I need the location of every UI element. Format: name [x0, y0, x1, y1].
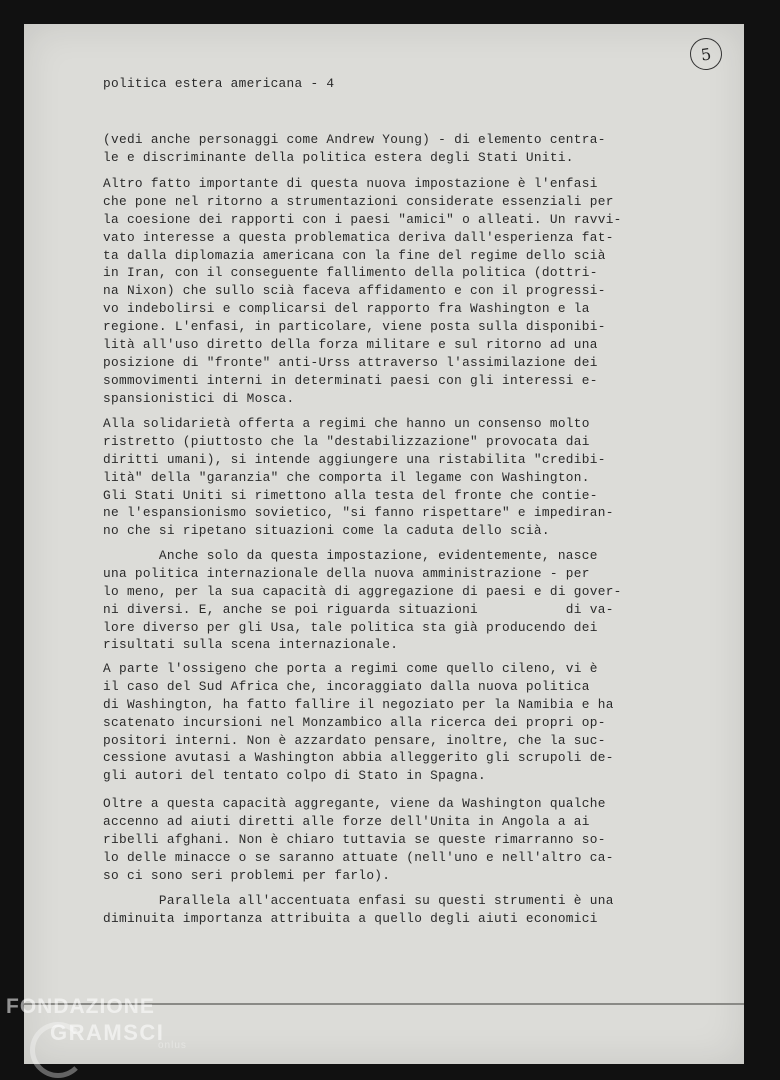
- text-line: in Iran, con il conseguente fallimento della politica (dottri-: [103, 265, 598, 281]
- text-line: Anche solo da questa impostazione, evidentemente, nasce: [103, 548, 598, 563]
- text-line: vo indebolirsi e complicarsi del rapporto fra Washington e la: [103, 301, 590, 317]
- paragraph-2: [103, 175, 622, 408]
- text-line: la coesione dei rapporti con i paesi "amici" o alleati. Un ravvi-: [103, 211, 622, 227]
- watermark-logo-icon: [30, 1022, 86, 1078]
- text-line: di Washington, ha fatto fallire il negoziato per la Namibia e ha: [103, 696, 614, 712]
- text-line: ta dalla diplomazia americana con la fine del regime dello scià: [103, 247, 606, 263]
- text-line: scatenato incursioni nel Monzambico alla ricerca dei propri op-: [103, 714, 606, 730]
- text-line: lo delle minacce o se saranno attuate (nell'uno e nell'altro ca-: [103, 849, 614, 865]
- text-line: Alla solidarietà offerta a regimi che hanno un consenso molto: [103, 416, 590, 431]
- text-line: posizione di "fronte" anti-Urss attraverso l'assimilazione dei: [103, 354, 598, 370]
- circled-page-number: 5: [688, 36, 724, 72]
- text-line: spansionistici di Mosca.: [103, 390, 295, 406]
- text-line: gli autori del tentato colpo di Stato in Spagna.: [103, 768, 487, 784]
- text-line: una politica internazionale della nuova amministrazione - per: [103, 565, 590, 581]
- text-line: ni diversi. E, anche se poi riguarda situazioni di va-: [103, 601, 614, 617]
- watermark-line-2-text: GRAMSCI: [50, 1020, 165, 1045]
- text-line: Parallela all'accentuata enfasi su questi strumenti è una: [103, 893, 614, 908]
- page-header: politica estera americana - 4: [103, 76, 335, 91]
- text-line: lo meno, per la sua capacità di aggregazione di paesi e di gover-: [103, 583, 622, 599]
- text-line: sommovimenti interni in determinati paesi con gli interessi e-: [103, 372, 598, 388]
- text-line: (vedi anche personaggi come Andrew Young) - di elemento centra-: [103, 132, 606, 147]
- paragraph-4: [103, 547, 622, 654]
- text-line: Altro fatto importante di questa nuova impostazione è l'enfasi: [103, 176, 598, 191]
- text-line: ristretto (piuttosto che la "destabilizzazione" provocata dai: [103, 433, 590, 449]
- paragraph-7: [103, 892, 614, 928]
- text-line: il caso del Sud Africa che, incoraggiato dalla nuova politica: [103, 678, 590, 694]
- watermark-line-2: [6, 1020, 187, 1046]
- paragraph-3: [103, 415, 614, 540]
- text-line: Oltre a questa capacità aggregante, viene da Washington qualche: [103, 796, 606, 811]
- text-line: che pone nel ritorno a strumentazioni considerate essenziali per: [103, 193, 614, 209]
- text-line: ribelli afghani. Non è chiaro tuttavia se queste rimarranno so-: [103, 831, 606, 847]
- text-line: diritti umani), si intende aggiungere una ristabilita "credibi-: [103, 451, 606, 467]
- text-line: so ci sono seri problemi per farlo).: [103, 867, 391, 883]
- text-line: ne l'espansionismo sovietico, "si fanno rispettare" e impediran-: [103, 505, 614, 521]
- text-line: regione. L'enfasi, in particolare, viene posta sulla disponibi-: [103, 319, 606, 335]
- text-line: A parte l'ossigeno che porta a regimi come quello cileno, vi è: [103, 661, 598, 676]
- text-line: lità" della "garanzia" che comporta il legame con Washington.: [103, 469, 590, 485]
- text-line: vato interesse a questa problematica deriva dall'esperienza fat-: [103, 229, 614, 245]
- fondazione-gramsci-watermark: [6, 994, 187, 1051]
- text-line: le e discriminante della politica estera degli Stati Uniti.: [103, 149, 574, 165]
- paragraph-1: [103, 131, 606, 167]
- text-line: positori interni. Non è azzardato pensare, inoltre, che la suc-: [103, 732, 606, 748]
- watermark-line-3: onlus: [158, 1040, 187, 1051]
- text-line: accenno ad aiuti diretti alle forze dell'Unita in Angola a ai: [103, 813, 590, 829]
- paragraph-6: [103, 795, 614, 884]
- text-line: Gli Stati Uniti si rimettono alla testa del fronte che contie-: [103, 487, 598, 503]
- watermark-line-1: FONDAZIONE: [6, 995, 155, 1018]
- paragraph-5: [103, 660, 614, 785]
- text-line: no che si ripetano situazioni come la caduta dello scià.: [103, 523, 550, 539]
- text-line: cessione avutasi a Washington abbia alleggerito gli scrupoli de-: [103, 750, 614, 766]
- text-line: diminuita importanza attribuita a quello degli aiuti economici: [103, 910, 598, 926]
- text-line: na Nixon) che sullo scià faceva affidamento e con il progressi-: [103, 283, 606, 299]
- text-line: lore diverso per gli Usa, tale politica sta già producendo dei: [103, 619, 598, 635]
- text-line: lità all'uso diretto della forza militare e sul ritorno ad una: [103, 337, 598, 353]
- text-line: risultati sulla scena internazionale.: [103, 637, 399, 653]
